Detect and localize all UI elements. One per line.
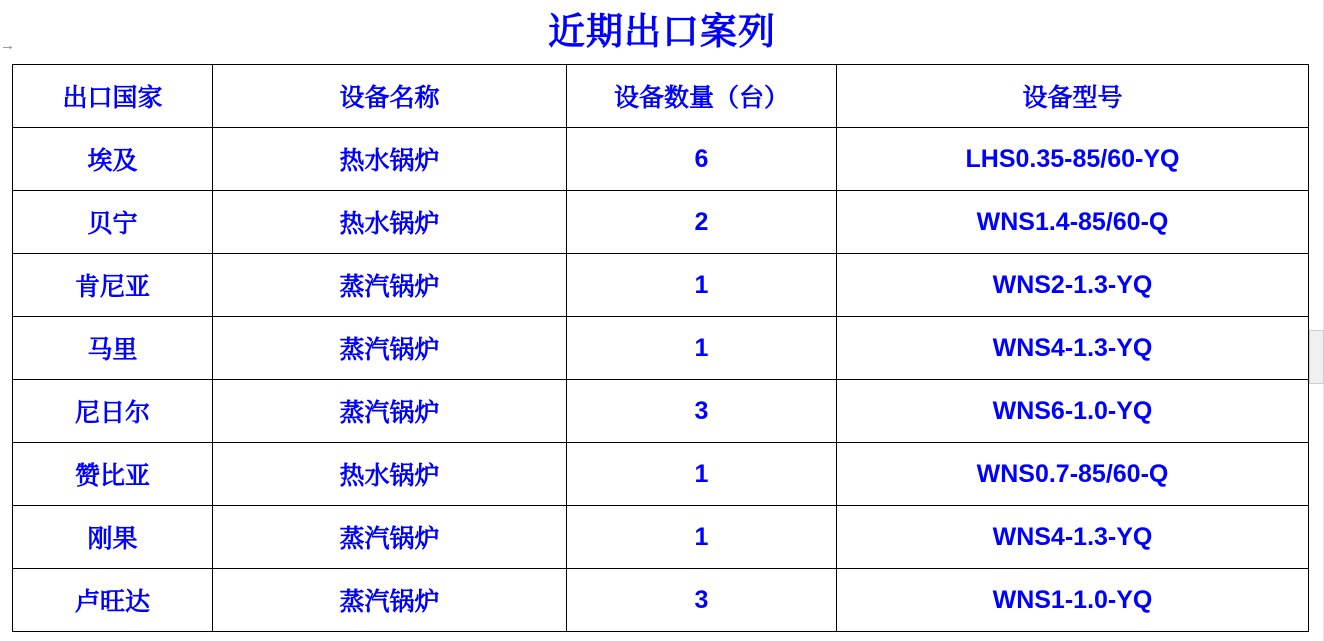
vertical-scrollbar-thumb[interactable] xyxy=(1309,330,1324,384)
table-row xyxy=(13,128,1309,191)
export-cases-table xyxy=(12,64,1309,632)
cell-quantity: 1 xyxy=(567,317,837,380)
cell-quantity: 6 xyxy=(567,128,837,191)
cell-country: 赞比亚 xyxy=(13,443,213,506)
table-row xyxy=(13,254,1309,317)
cell-equipment-name: 热水锅炉 xyxy=(213,128,567,191)
table-row xyxy=(13,569,1309,632)
column-header-model: 设备型号 xyxy=(837,65,1309,128)
cell-equipment-name: 蒸汽锅炉 xyxy=(213,506,567,569)
cell-equipment-name: 热水锅炉 xyxy=(213,443,567,506)
table-row xyxy=(13,191,1309,254)
cell-country: 尼日尔 xyxy=(13,380,213,443)
cell-quantity: 1 xyxy=(567,443,837,506)
column-header-quantity: 设备数量（台） xyxy=(567,65,837,128)
cell-quantity: 2 xyxy=(567,191,837,254)
table-row xyxy=(13,380,1309,443)
scroll-arrow-icon[interactable]: → xyxy=(0,37,15,54)
cell-quantity: 1 xyxy=(567,506,837,569)
cell-country: 马里 xyxy=(13,317,213,380)
cell-model: LHS0.35-85/60-YQ xyxy=(837,128,1309,191)
cell-country: 卢旺达 xyxy=(13,569,213,632)
cell-equipment-name: 热水锅炉 xyxy=(213,191,567,254)
cell-country: 刚果 xyxy=(13,506,213,569)
table-header-row xyxy=(13,65,1309,128)
cell-model: WNS2-1.3-YQ xyxy=(837,254,1309,317)
table-row xyxy=(13,506,1309,569)
cell-country: 埃及 xyxy=(13,128,213,191)
cell-quantity: 3 xyxy=(567,380,837,443)
cell-country: 贝宁 xyxy=(13,191,213,254)
cell-model: WNS4-1.3-YQ xyxy=(837,317,1309,380)
cell-equipment-name: 蒸汽锅炉 xyxy=(213,380,567,443)
cell-equipment-name: 蒸汽锅炉 xyxy=(213,254,567,317)
cell-model: WNS4-1.3-YQ xyxy=(837,506,1309,569)
cell-model: WNS0.7-85/60-Q xyxy=(837,443,1309,506)
cell-model: WNS1.4-85/60-Q xyxy=(837,191,1309,254)
cell-equipment-name: 蒸汽锅炉 xyxy=(213,317,567,380)
cell-model: WNS1-1.0-YQ xyxy=(837,569,1309,632)
table-row xyxy=(13,443,1309,506)
page-title: 近期出口案列 xyxy=(548,11,776,52)
table-row xyxy=(13,317,1309,380)
cell-quantity: 1 xyxy=(567,254,837,317)
cell-quantity: 3 xyxy=(567,569,837,632)
column-header-country: 出口国家 xyxy=(13,65,213,128)
cell-model: WNS6-1.0-YQ xyxy=(837,380,1309,443)
cell-country: 肯尼亚 xyxy=(13,254,213,317)
cell-equipment-name: 蒸汽锅炉 xyxy=(213,569,567,632)
column-header-equipment-name: 设备名称 xyxy=(213,65,567,128)
